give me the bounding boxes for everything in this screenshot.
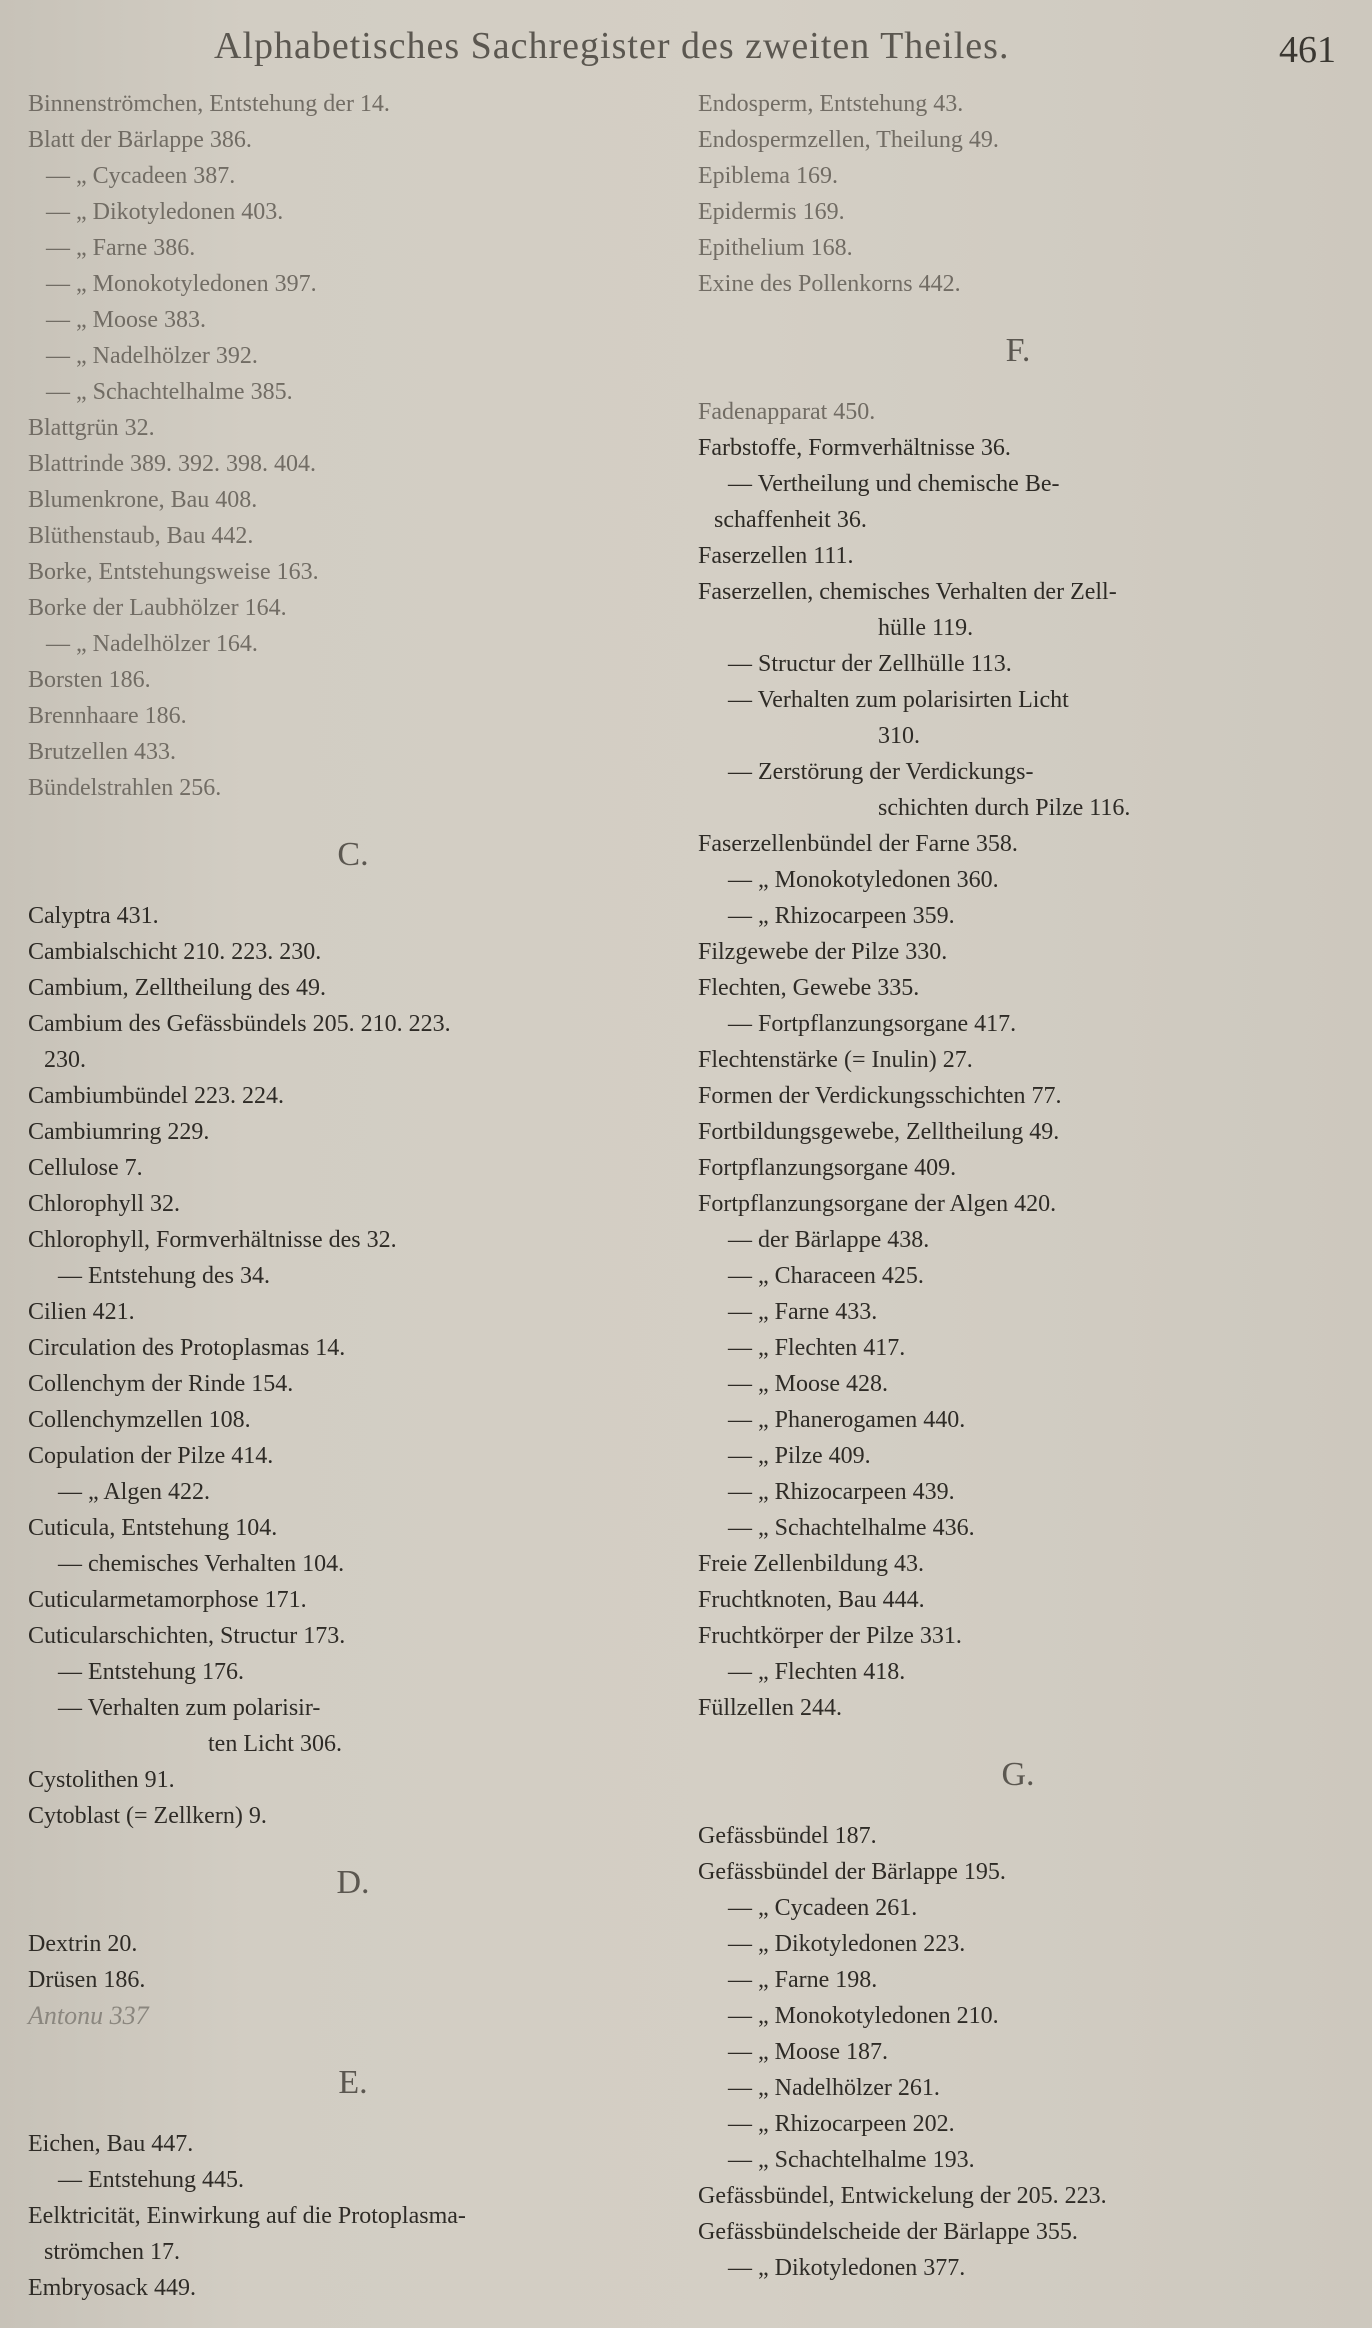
index-entry: Cambialschicht 210. 223. 230. — [28, 939, 322, 965]
index-entry: — „ Farne 198. — [728, 1967, 878, 1993]
index-entry: — Structur der Zellhülle 113. — [728, 651, 1012, 677]
index-entry: — „ Dikotyledonen 223. — [728, 1931, 966, 1957]
section-heading-c: C. — [337, 836, 369, 873]
index-entry-continuation: 230. — [44, 1047, 86, 1073]
index-entry: Blattrinde 389. 392. 398. 404. — [28, 451, 316, 477]
index-entry: Cytoblast (= Zellkern) 9. — [28, 1803, 267, 1829]
index-entry: Cuticularschichten, Structur 173. — [28, 1623, 346, 1649]
index-entry: Chlorophyll 32. — [28, 1191, 181, 1217]
section-heading-g: G. — [1001, 1756, 1035, 1793]
section-heading-f: F. — [1005, 332, 1031, 369]
page-header — [0, 24, 1372, 84]
index-entry: — „ Rhizocarpeen 359. — [728, 903, 955, 929]
index-entry: Borsten 186. — [28, 667, 151, 693]
index-entry: Cuticula, Entstehung 104. — [28, 1515, 278, 1541]
index-entry: — „ Moose 383. — [46, 307, 206, 333]
index-entry: Embryosack 449. — [28, 2275, 196, 2301]
index-entry: Exine des Pollenkorns 442. — [698, 271, 961, 297]
index-entry: Eichen, Bau 447. — [28, 2131, 194, 2157]
index-entry: Fortbildungsgewebe, Zelltheilung 49. — [698, 1119, 1060, 1145]
right-column — [698, 86, 1338, 2286]
index-entry: — „ Algen 422. — [58, 1479, 210, 1505]
index-entry: — „ Schachtelhalme 436. — [728, 1515, 975, 1541]
index-entry: Drüsen 186. — [28, 1967, 146, 1993]
index-entry-continuation: 310. — [878, 723, 920, 749]
index-entry: Fortpflanzungsorgane der Algen 420. — [698, 1191, 1057, 1217]
index-entry-continuation: strömchen 17. — [44, 2239, 180, 2265]
index-entry-continuation: schaffenheit 36. — [714, 507, 867, 533]
index-entry: Epidermis 169. — [698, 199, 845, 225]
index-entry: — „ Moose 428. — [728, 1371, 888, 1397]
index-entry: Epiblema 169. — [698, 163, 838, 189]
index-entry: Cellulose 7. — [28, 1155, 143, 1181]
index-entry: Copulation der Pilze 414. — [28, 1443, 274, 1469]
index-entry: — „ Rhizocarpeen 202. — [728, 2111, 955, 2137]
section-heading-d: D. — [336, 1864, 370, 1901]
index-entry: Freie Zellenbildung 43. — [698, 1551, 924, 1577]
index-entry: Faserzellenbündel der Farne 358. — [698, 831, 1018, 857]
index-entry: Gefässbündel 187. — [698, 1823, 877, 1849]
index-entry: Dextrin 20. — [28, 1931, 138, 1957]
index-entry: — „ Farne 433. — [728, 1299, 878, 1325]
index-entry: Cambium des Gefässbündels 205. 210. 223. — [28, 1011, 451, 1037]
index-entry: Formen der Verdickungsschichten 77. — [698, 1083, 1062, 1109]
index-entry: Cambium, Zelltheilung des 49. — [28, 975, 326, 1001]
index-entry: — Zerstörung der Verdickungs- — [728, 759, 1034, 785]
index-entry: — „ Cycadeen 261. — [728, 1895, 918, 1921]
index-entry: — Verhalten zum polarisirten Licht — [728, 687, 1069, 713]
running-title: Alphabetisches Sachregister des zweiten Theiles. — [214, 25, 1010, 67]
index-entry: — „ Nadelhölzer 164. — [46, 631, 258, 657]
index-entry: Flechten, Gewebe 335. — [698, 975, 920, 1001]
index-entry: — Entstehung 176. — [58, 1659, 244, 1685]
page-number: 461 — [1279, 29, 1336, 71]
index-entry: — „ Characeen 425. — [728, 1263, 924, 1289]
index-entry: — „ Flechten 418. — [728, 1659, 906, 1685]
index-entry-continuation: hülle 119. — [878, 615, 974, 641]
handwritten-note: Antonu 337 — [28, 2001, 149, 2030]
section-heading-e: E. — [338, 2064, 368, 2101]
index-entry: — „ Cycadeen 387. — [46, 163, 236, 189]
index-entry: Binnenströmchen, Entstehung der 14. — [28, 91, 390, 117]
index-entry: Epithelium 168. — [698, 235, 853, 261]
index-entry: Collenchym der Rinde 154. — [28, 1371, 294, 1397]
index-entry: Brutzellen 433. — [28, 739, 176, 765]
index-entry: Cambiumring 229. — [28, 1119, 210, 1145]
index-entry: — „ Schachtelhalme 385. — [46, 379, 293, 405]
index-entry: Cuticularmetamorphose 171. — [28, 1587, 307, 1613]
index-entry: Brennhaare 186. — [28, 703, 187, 729]
index-entry: — Entstehung des 34. — [58, 1263, 270, 1289]
index-entry: Chlorophyll, Formverhältnisse des 32. — [28, 1227, 397, 1253]
index-entry: Fruchtknoten, Bau 444. — [698, 1587, 925, 1613]
index-entry: Filzgewebe der Pilze 330. — [698, 939, 948, 965]
index-entry: — der Bärlappe 438. — [728, 1227, 930, 1253]
index-entry: Cystolithen 91. — [28, 1767, 175, 1793]
index-entry: Faserzellen 111. — [698, 543, 854, 569]
index-entry: Endospermzellen, Theilung 49. — [698, 127, 999, 153]
index-entry: — „ Farne 386. — [46, 235, 196, 261]
index-entry: Blatt der Bärlappe 386. — [28, 127, 252, 153]
index-entry: Füllzellen 244. — [698, 1695, 842, 1721]
index-entry: — „ Flechten 417. — [728, 1335, 906, 1361]
index-entry: — Verhalten zum polarisir- — [58, 1695, 321, 1721]
index-entry: Gefässbündelscheide der Bärlappe 355. — [698, 2219, 1078, 2245]
index-entry: Collenchymzellen 108. — [28, 1407, 251, 1433]
index-entry: Blattgrün 32. — [28, 415, 155, 441]
index-entry: Blüthenstaub, Bau 442. — [28, 523, 254, 549]
index-entry: Farbstoffe, Formverhältnisse 36. — [698, 435, 1011, 461]
index-entry: — „ Phanerogamen 440. — [728, 1407, 966, 1433]
index-entry: — „ Monokotyledonen 397. — [46, 271, 317, 297]
index-entry: — „ Moose 187. — [728, 2039, 888, 2065]
index-entry: Borke der Laubhölzer 164. — [28, 595, 287, 621]
index-entry: — „ Nadelhölzer 261. — [728, 2075, 940, 2101]
index-entry: — „ Rhizocarpeen 439. — [728, 1479, 955, 1505]
index-entry-continuation: ten Licht 306. — [208, 1731, 342, 1757]
index-entry: — „ Monokotyledonen 210. — [728, 2003, 999, 2029]
index-entry: Gefässbündel der Bärlappe 195. — [698, 1859, 1006, 1885]
index-entry: Blumenkrone, Bau 408. — [28, 487, 258, 513]
index-entry: — „ Monokotyledonen 360. — [728, 867, 999, 893]
index-entry-continuation: schichten durch Pilze 116. — [878, 795, 1131, 821]
index-entry: — „ Nadelhölzer 392. — [46, 343, 258, 369]
index-entry: Fortpflanzungsorgane 409. — [698, 1155, 957, 1181]
index-entry: — chemisches Verhalten 104. — [58, 1551, 345, 1577]
index-entry: — „ Schachtelhalme 193. — [728, 2147, 975, 2173]
index-entry: Bündelstrahlen 256. — [28, 775, 222, 801]
index-entry: Fruchtkörper der Pilze 331. — [698, 1623, 962, 1649]
index-entry: Eelktricität, Einwirkung auf die Protoplasma- — [28, 2203, 466, 2229]
left-column — [28, 86, 678, 2306]
index-entry: — Vertheilung und chemische Be- — [728, 471, 1060, 497]
index-entry: — „ Dikotyledonen 377. — [728, 2255, 966, 2281]
index-entry: Calyptra 431. — [28, 903, 159, 929]
index-entry: Circulation des Protoplasmas 14. — [28, 1335, 346, 1361]
index-entry: — „ Pilze 409. — [728, 1443, 871, 1469]
index-entry: Cambiumbündel 223. 224. — [28, 1083, 284, 1109]
index-entry: — Fortpflanzungsorgane 417. — [728, 1011, 1017, 1037]
index-entry: Endosperm, Entstehung 43. — [698, 91, 964, 117]
index-entry: Gefässbündel, Entwickelung der 205. 223. — [698, 2183, 1107, 2209]
index-entry: Cilien 421. — [28, 1299, 135, 1325]
index-entry: Faserzellen, chemisches Verhalten der Zell- — [698, 579, 1117, 605]
index-entry: Flechtenstärke (= Inulin) 27. — [698, 1047, 973, 1073]
index-entry: — Entstehung 445. — [58, 2167, 244, 2193]
index-entry: Fadenapparat 450. — [698, 399, 876, 425]
index-entry: — „ Dikotyledonen 403. — [46, 199, 284, 225]
index-entry: Borke, Entstehungsweise 163. — [28, 559, 319, 585]
